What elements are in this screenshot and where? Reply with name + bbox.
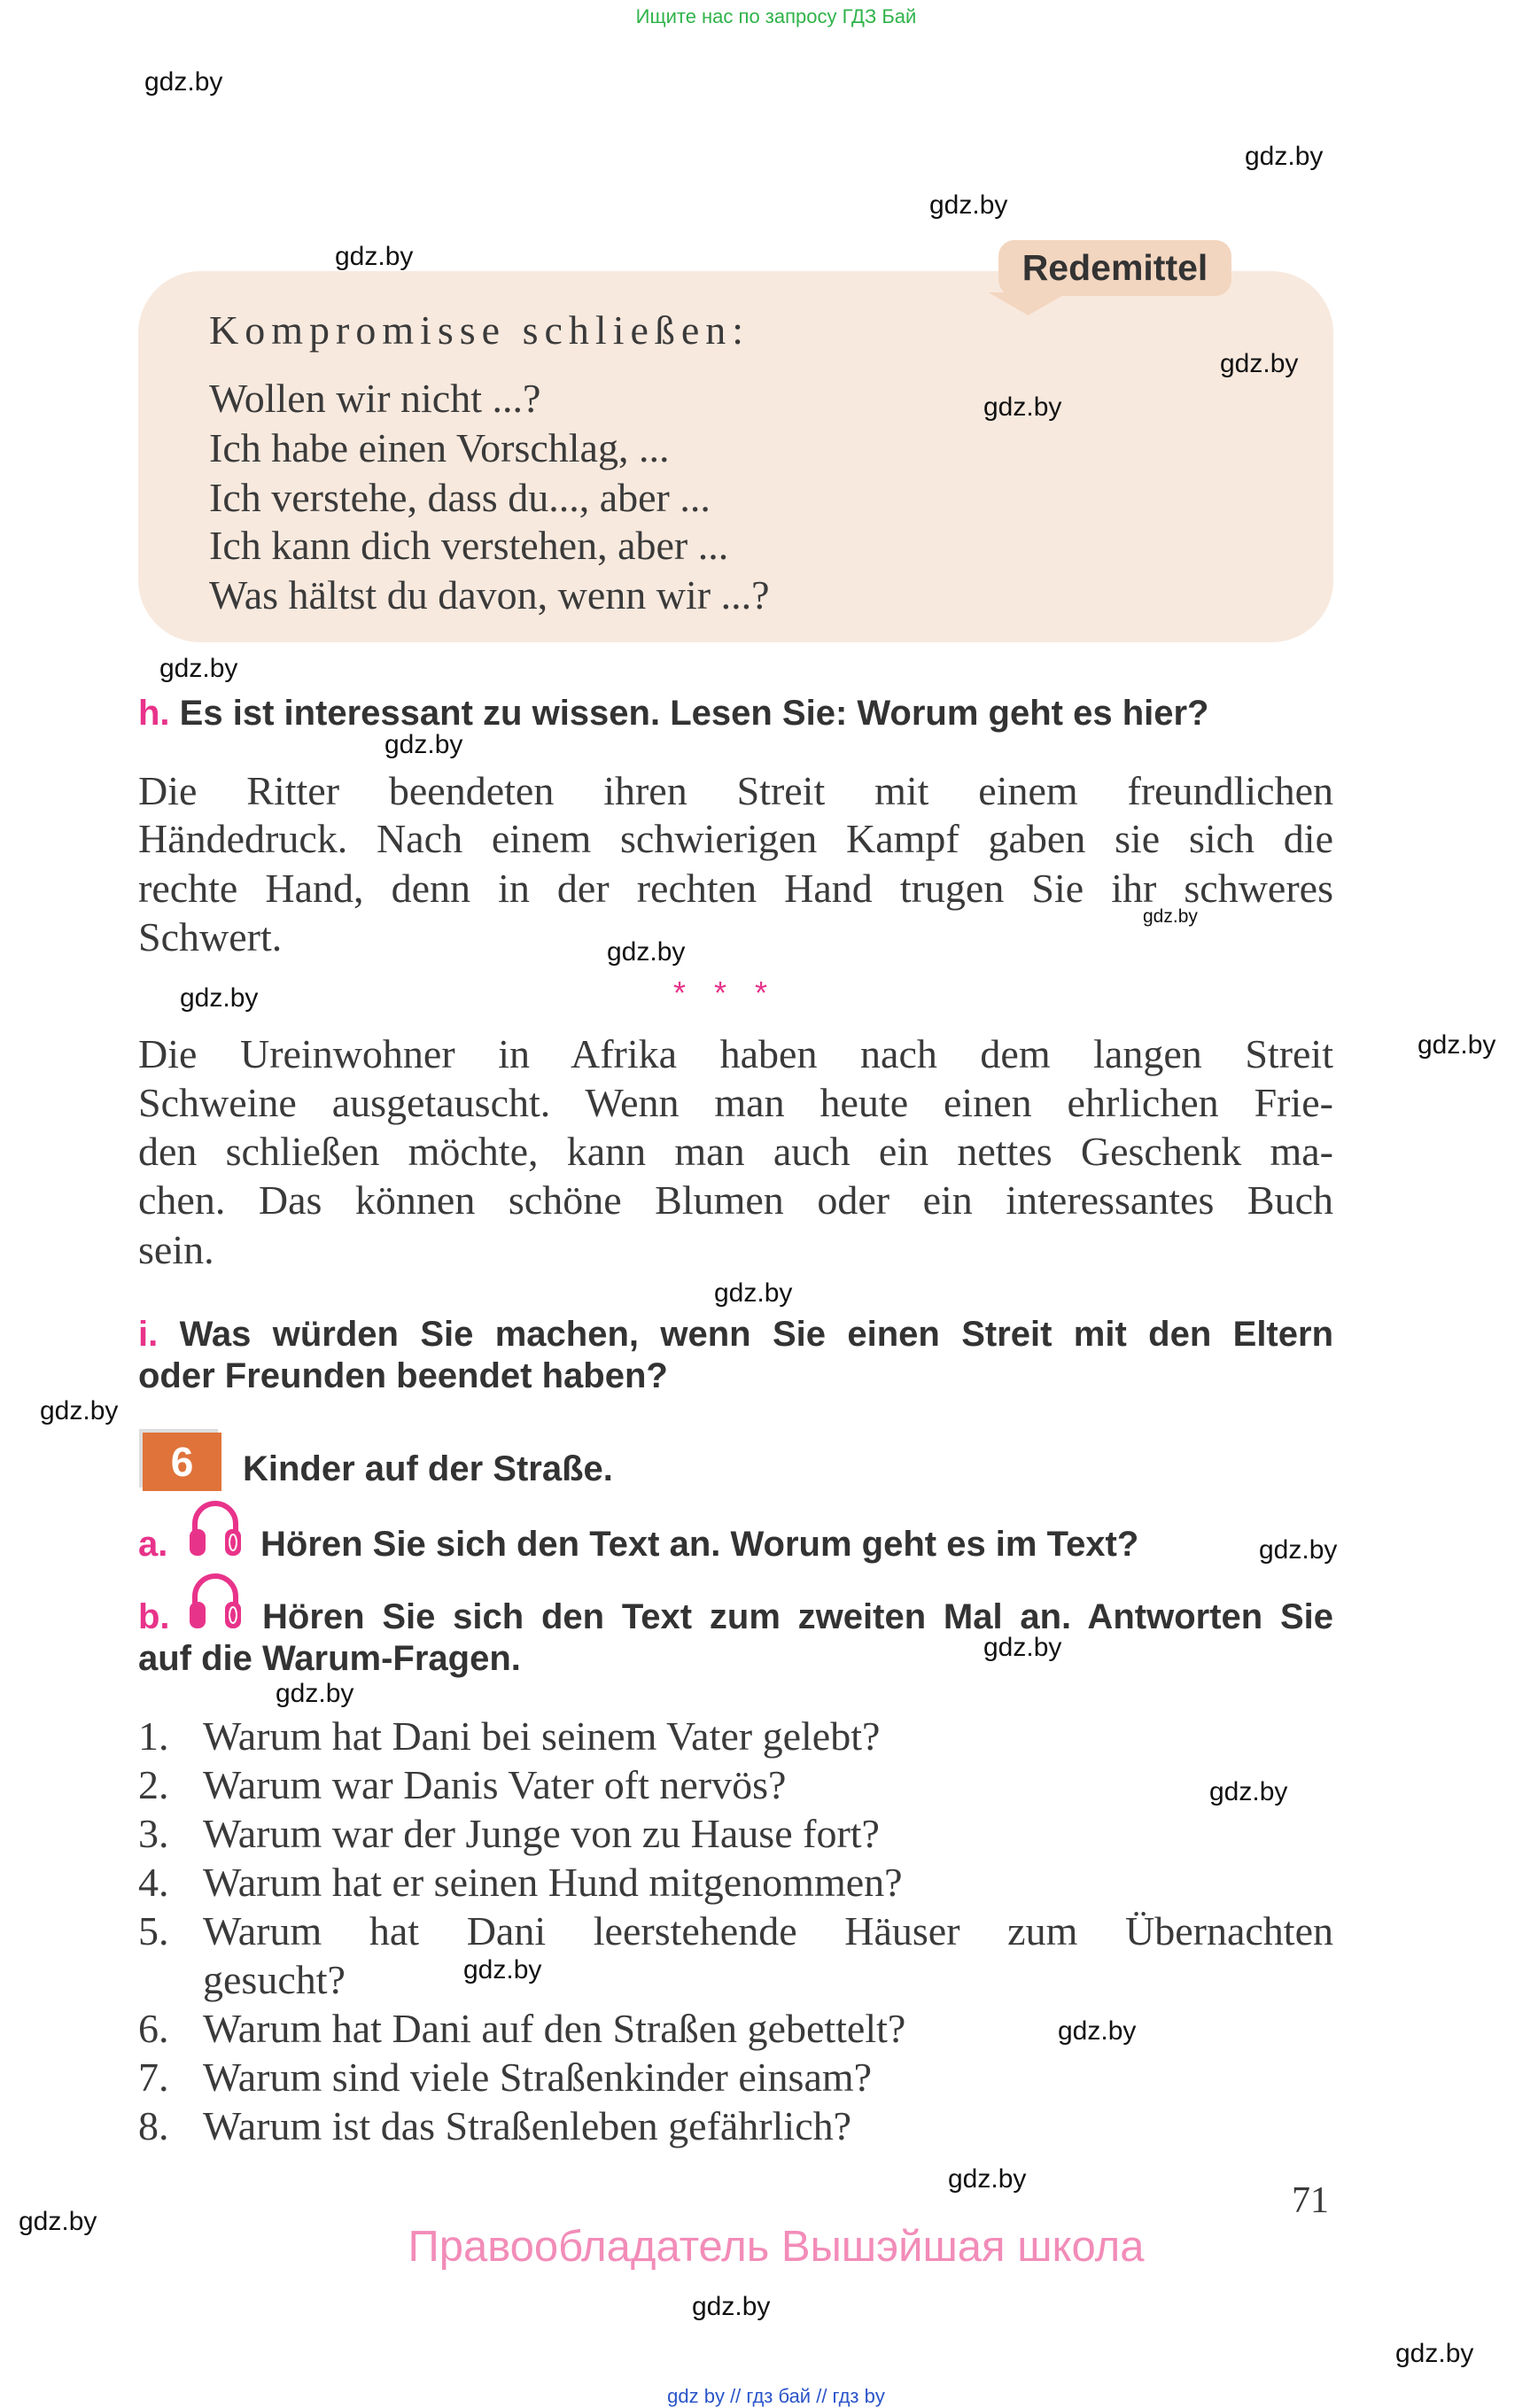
task-letter: b. xyxy=(138,1597,170,1636)
task-letter: i. xyxy=(138,1315,159,1354)
watermark: gdz.by xyxy=(1220,349,1299,378)
question-number: 3. xyxy=(138,1811,169,1856)
exercise-number: 6 xyxy=(143,1433,221,1491)
top-search-note: Ищите нас по запросу ГДЗ Бай xyxy=(635,5,917,27)
watermark: gdz.by xyxy=(144,67,223,97)
watermark: gdz.by xyxy=(1143,906,1198,927)
task-i-line xyxy=(138,1315,1333,1355)
watermark: gdz.by xyxy=(929,190,1008,220)
headphones-icon[interactable] xyxy=(188,1570,243,1630)
question-number: 2. xyxy=(138,1762,169,1807)
task-letter: h. xyxy=(138,694,170,733)
watermark: gdz.by xyxy=(1058,2016,1137,2046)
question-text: Warum war der Junge von zu Hause fort? xyxy=(203,1811,880,1856)
phrase: Ich verstehe, dass du..., aber ... xyxy=(209,475,711,520)
task-text: Es ist interessant zu wissen. Lesen Sie: Worum geht es hier? xyxy=(179,694,1209,733)
phrase: Ich habe einen Vorschlag, ... xyxy=(209,425,670,470)
watermark: gdz.by xyxy=(384,730,463,759)
question-number: 6. xyxy=(138,2006,169,2051)
question-number: 1. xyxy=(138,1713,169,1759)
task-h-heading xyxy=(138,694,1209,734)
phrase: Was hältst du davon, wenn wir ...? xyxy=(209,572,770,618)
question-number: 5. xyxy=(138,1908,169,1954)
watermark: gdz.by xyxy=(463,1955,542,1985)
watermark: gdz.by xyxy=(983,392,1062,422)
redemittel-tab: Redemittel xyxy=(998,240,1231,296)
task-text: Was würden Sie machen, wenn Sie einen Streit mit den Eltern xyxy=(179,1315,1333,1354)
question-text: Warum ist das Straßenleben gefährlich? xyxy=(203,2103,852,2148)
task-letter: a. xyxy=(138,1525,168,1564)
watermark: gdz.by xyxy=(1259,1535,1338,1565)
paragraph-line: Händedruck. Nach einem schwierigen Kampf gaben sie sich die xyxy=(138,816,1333,861)
question-text: gesucht? xyxy=(203,1957,346,2002)
question-number: 8. xyxy=(138,2103,169,2148)
watermark: gdz.by xyxy=(19,2207,97,2236)
paragraph-line: Die Ureinwohner in Afrika haben nach dem langen Streit xyxy=(138,1031,1333,1076)
question-number: 7. xyxy=(138,2055,169,2100)
watermark: gdz.by xyxy=(335,242,414,271)
watermark: gdz.by xyxy=(607,937,686,967)
copyright-notice: Правообладатель Вышэйшая школа xyxy=(408,2223,1145,2271)
paragraph-line: Die Ritter beendeten ihren Streit mit einem freundlichen xyxy=(138,768,1333,813)
task-b-text: auf die Warum-Fragen. xyxy=(138,1639,521,1678)
paragraph-line: sein. xyxy=(138,1227,214,1272)
paragraph-line: den schließen möchte, kann man auch ein nettes Geschenk ma- xyxy=(138,1129,1333,1174)
watermark: gdz.by xyxy=(692,2292,771,2321)
redemittel-title: Kompromisse schließen: xyxy=(209,307,750,353)
watermark: gdz.by xyxy=(159,654,238,683)
task-a-text: Hören Sie sich den Text an. Worum geht es im Text? xyxy=(260,1525,1139,1564)
watermark: gdz.by xyxy=(180,983,259,1013)
watermark: gdz.by xyxy=(983,1633,1062,1662)
watermark: gdz.by xyxy=(1395,2339,1474,2368)
phrase: Wollen wir nicht ...? xyxy=(209,376,541,421)
exercise-title: Kinder auf der Straße. xyxy=(243,1449,613,1488)
question-text: Warum hat Dani bei seinem Vater gelebt? xyxy=(203,1713,881,1759)
headphones-icon[interactable] xyxy=(188,1497,243,1557)
watermark: gdz.by xyxy=(1209,1777,1288,1806)
watermark: gdz.by xyxy=(1418,1030,1496,1060)
task-b-text: Hören Sie sich den Text zum zweiten Mal an. Antworten Sie xyxy=(262,1597,1333,1636)
watermark: gdz.by xyxy=(1245,142,1324,171)
question-text: Warum hat Dani leerstehende Häuser zum Übernachten xyxy=(203,1908,1333,1954)
paragraph-line: Schwert. xyxy=(138,914,283,959)
question-number: 4. xyxy=(138,1860,169,1905)
page-number: 71 xyxy=(1292,2180,1329,2221)
bottom-links[interactable]: gdz by // гдз бай // гдз by xyxy=(667,2385,885,2407)
watermark: gdz.by xyxy=(948,2164,1027,2194)
question-text: Warum hat Dani auf den Straßen gebettelt? xyxy=(203,2006,906,2051)
question-text: Warum sind viele Straßenkinder einsam? xyxy=(203,2055,873,2100)
paragraph-line: chen. Das können schöne Blumen oder ein interessantes Buch xyxy=(138,1177,1333,1223)
question-text: Warum war Danis Vater oft nervös? xyxy=(203,1762,787,1807)
phrase: Ich kann dich verstehen, aber ... xyxy=(209,523,729,568)
task-i-line: oder Freunden beendet haben? xyxy=(138,1356,668,1395)
question-text: Warum hat er seinen Hund mitgenommen? xyxy=(203,1860,903,1905)
paragraph-line: Schweine ausgetauscht. Wenn man heute einen ehrlichen Frie- xyxy=(138,1080,1333,1125)
watermark: gdz.by xyxy=(40,1396,119,1425)
separator-stars: * * * xyxy=(673,975,768,1011)
watermark: gdz.by xyxy=(714,1278,793,1308)
watermark: gdz.by xyxy=(276,1679,354,1708)
paragraph-line: rechte Hand, denn in der rechten Hand trugen Sie ihr schweres xyxy=(138,866,1333,911)
